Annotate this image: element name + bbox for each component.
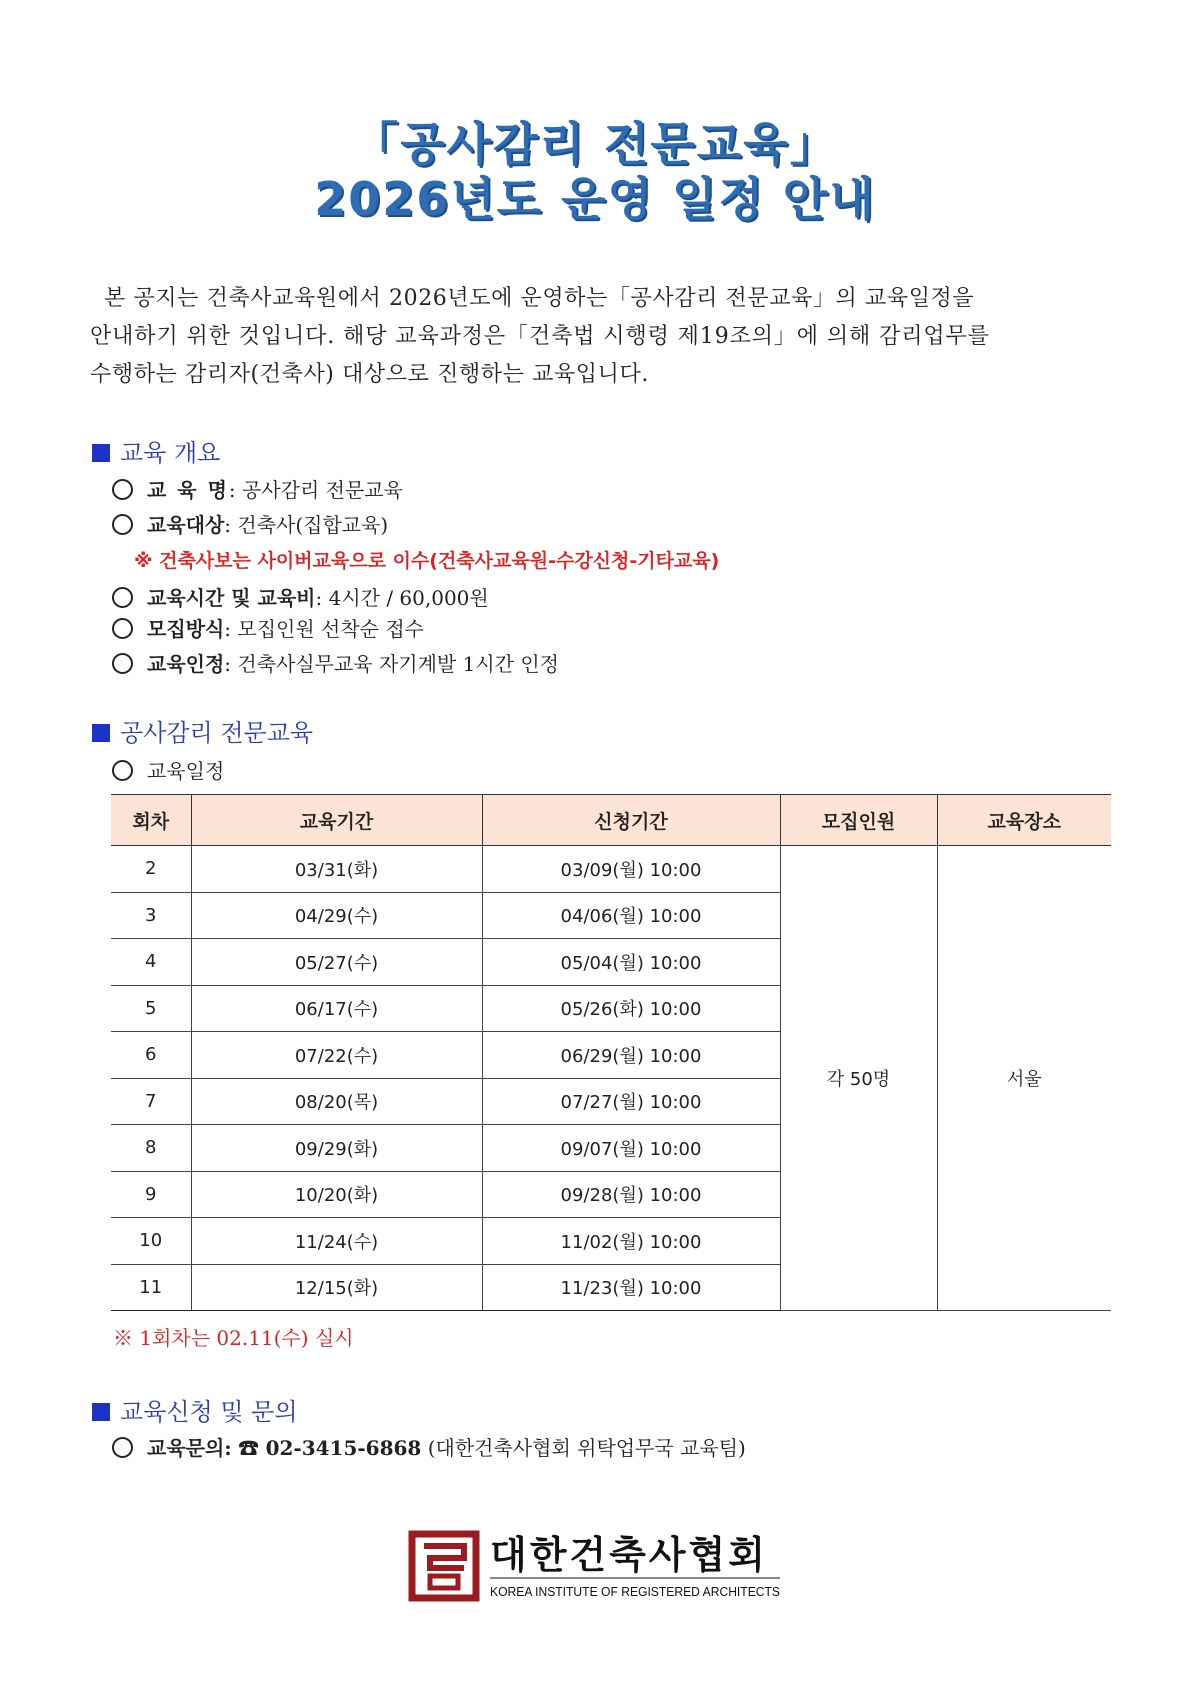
cell-apply: 07/27(월) 10:00 [482, 1078, 780, 1125]
cell-period: 10/20(화) [191, 1171, 482, 1218]
logo-name-ko: 대한건축사협회 [490, 1533, 768, 1577]
column-header-period: 교육기간 [191, 795, 482, 846]
schedule-subheading: 교육일정 [112, 755, 224, 784]
cell-period: 03/31(화) [191, 846, 482, 893]
logo-name-en: KOREA INSTITUTE OF REGISTERED ARCHITECTS [490, 1584, 781, 1599]
square-bullet-icon [92, 724, 110, 742]
intro-line-1: 본 공지는 건축사교육원에서 2026년도에 운영하는「공사감리 전문교육」의 교육일정을 [104, 286, 975, 311]
contact-org: (대한건축사협회 위탁업무국 교육팀) [427, 1436, 746, 1460]
section-heading-overview: 교육 개요 [92, 433, 220, 468]
column-header-round: 회차 [111, 795, 191, 846]
cell-apply: 09/07(월) 10:00 [482, 1125, 780, 1172]
overview-item-recruit: 모집방식: 모집인원 선착순 접수 [112, 613, 424, 642]
cell-location: 서울 [937, 846, 1111, 1311]
cell-round: 2 [111, 846, 191, 893]
cell-apply: 11/02(월) 10:00 [482, 1218, 780, 1265]
column-header-capacity: 모집인원 [780, 795, 937, 846]
cell-apply: 05/04(월) 10:00 [482, 939, 780, 986]
square-bullet-icon [92, 444, 110, 462]
section-heading-schedule: 공사감리 전문교육 [92, 713, 313, 748]
cell-period: 09/29(화) [191, 1125, 482, 1172]
overview-item-target: 교육대상: 건축사(집합교육) [112, 509, 388, 538]
intro-paragraph [90, 280, 1100, 394]
intro-line-3: 수행하는 감리자(건축사) 대상으로 진행하는 교육입니다. [90, 362, 649, 387]
cell-round: 3 [111, 892, 191, 939]
logo-emblem-icon [408, 1528, 788, 1608]
page-title-line1: 「공사감리 전문교육」 [352, 117, 838, 171]
circle-bullet-icon [112, 479, 133, 500]
overview-red-note: ※ 건축사보는 사이버교육으로 이수(건축사교육원-수강신청-기타교육) [134, 550, 720, 572]
cell-apply: 06/29(월) 10:00 [482, 1032, 780, 1079]
table-header-row [111, 795, 1111, 846]
cell-period: 04/29(수) [191, 892, 482, 939]
circle-bullet-icon [112, 1437, 133, 1458]
column-header-apply: 신청기간 [482, 795, 780, 846]
circle-bullet-icon [112, 587, 133, 608]
overview-item-name: 교 육 명: 공사감리 전문교육 [112, 474, 403, 503]
circle-bullet-icon [112, 514, 133, 535]
page-title-line2: 2026년도 운영 일정 안내 [314, 172, 876, 226]
cell-round: 9 [111, 1171, 191, 1218]
schedule-table [111, 794, 1111, 1311]
cell-period: 12/15(화) [191, 1264, 482, 1311]
circle-bullet-icon [112, 653, 133, 674]
cell-round: 5 [111, 985, 191, 1032]
schedule-footnote: ※ 1회차는 02.11(수) 실시 [113, 1326, 354, 1350]
section-heading-contact: 교육신청 및 문의 [92, 1392, 298, 1427]
cell-round: 7 [111, 1078, 191, 1125]
cell-round: 10 [111, 1218, 191, 1265]
cell-round: 8 [111, 1125, 191, 1172]
cell-period: 07/22(수) [191, 1032, 482, 1079]
cell-period: 08/20(목) [191, 1078, 482, 1125]
cell-round: 6 [111, 1032, 191, 1079]
table-row [111, 846, 1111, 893]
cell-capacity: 각 50명 [780, 846, 937, 1311]
circle-bullet-icon [112, 618, 133, 639]
cell-apply: 03/09(월) 10:00 [482, 846, 780, 893]
intro-line-2: 안내하기 위한 것입니다. 해당 교육과정은「건축법 시행령 제19조의」에 의해 감리업무를 [90, 324, 990, 349]
overview-item-credit: 교육인정: 건축사실무교육 자기계발 1시간 인정 [112, 648, 559, 677]
contact-phone: : ☎ 02-3415-6868 [224, 1436, 422, 1460]
cell-period: 05/27(수) [191, 939, 482, 986]
cell-apply: 11/23(월) 10:00 [482, 1264, 780, 1311]
cell-apply: 05/26(화) 10:00 [482, 985, 780, 1032]
circle-bullet-icon [112, 760, 133, 781]
organization-logo [408, 1528, 788, 1612]
square-bullet-icon [92, 1403, 110, 1421]
cell-round: 4 [111, 939, 191, 986]
overview-item-time-fee: 교육시간 및 교육비: 4시간 / 60,000원 [112, 582, 489, 611]
cell-apply: 09/28(월) 10:00 [482, 1171, 780, 1218]
column-header-location: 교육장소 [937, 795, 1111, 846]
cell-period: 06/17(수) [191, 985, 482, 1032]
contact-item: 교육문의: ☎ 02-3415-6868 (대한건축사협회 위탁업무국 교육팀) [112, 1432, 746, 1461]
cell-round: 11 [111, 1264, 191, 1311]
cell-apply: 04/06(월) 10:00 [482, 892, 780, 939]
cell-period: 11/24(수) [191, 1218, 482, 1265]
